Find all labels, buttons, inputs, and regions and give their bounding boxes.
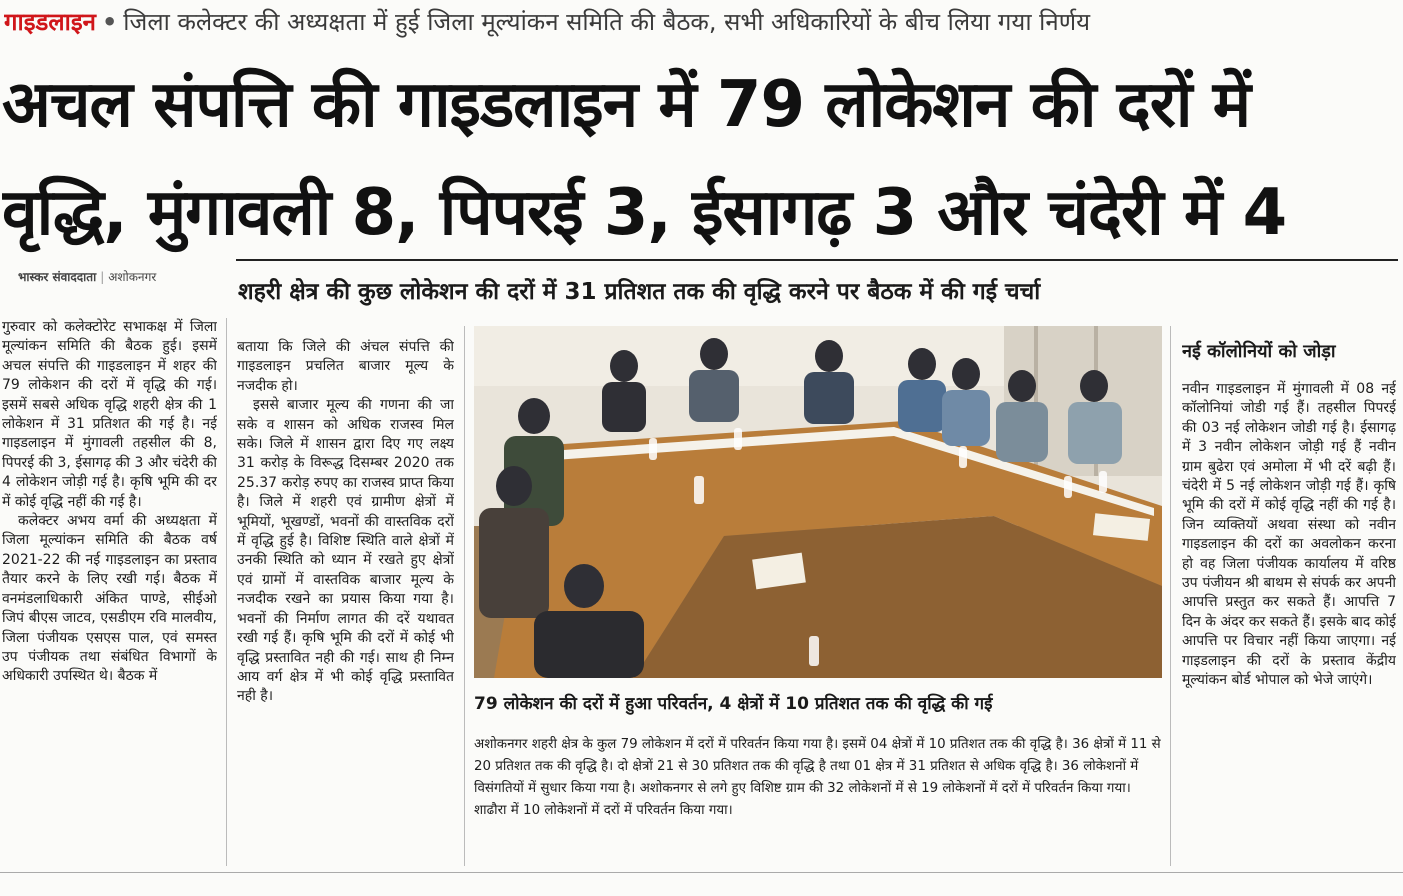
column-1-para-2: कलेक्टर अभय वर्मा की अध्यक्षता में जिला मूल्यांकन समिति की बैठक वर्ष 2021-22 की नई गाइडलाइन का प्रस्ताव तैयार करने के लिए रखी गई। बैठक में वनमंडलाधिकारी अंकित पाण्डे, सीईओ जिपं बीएस जाटव, एसडीएम रवि मालवीय, जिला पंजीयक एसएस पाल, एवं समस्त उप पंजीयक तथा संबंधित विभागों के अधिकारी उपस्थित थे। बैठक में — [2, 513, 217, 685]
column-1-para-1: गुरुवार को कलेक्टोरेट सभाकक्ष में जिला मूल्यांकन समिति की बैठक हुई। इसमें अचल संपत्ति की गाइडलाइन में शहर की 79 लोकेशन की दरों में वृद्धि की गई। इसमें सबसे अधिक वृद्धि शहरी क्षेत्र की 1 लोकेशन में 31 प्रतिशत की गई है। नई गाइडलाइन में मुंगावली तहसील की 8, पिपरई की 3, ईसागढ़ की 3 और चंदेरी की 4 लोकेशन जोड़ी गई है। कृषि भूमि की दर में कोई वृद्धि नहीं की गई है। — [2, 319, 217, 510]
photo-caption: 79 लोकेशन की दरों में हुआ परिवर्तन, 4 क्षेत्रों में 10 प्रतिशत तक की वृद्धि की गई — [474, 694, 993, 714]
column-2-para-2: इससे बाजार मूल्य की गणना की जा सके व शासन को अधिक राजस्व मिल सके। जिले में शासन द्वारा दिए गए लक्ष्य 31 करोड़ के विरूद्ध दिसम्बर 2020 तक 25.37 करोड़ रुपए का राजस्व प्राप्त किया है। जिले में शहरी एवं ग्रामीण क्षेत्रों में भूमियों, भूखण्डों, भवनों की वास्तविक दरों में वृद्धि हुई है। विशिष्ट स्थिति वाले क्षेत्रों में उनकी स्थिति को ध्यान में रखते हुए क्षेत्रों एवं ग्रामों में वास्तविक बाजार मूल्य के नजदीक रखने का प्रयास किया गया है। भवनों की निर्माण लागत की दरें यथावत रखी गई हैं। कृषि भूमि की दरों में कोई भी वृद्धि प्रस्तावित नही की गई। साथ ही निम्न आय वर्ग क्षेत्र में भी कोई वृद्धि प्रस्तावित नही है। — [237, 397, 454, 705]
headline-line-2: वृद्धि, मुंगावली 8, पिपरई 3, ईसागढ़ 3 और चंदेरी में 4 — [2, 176, 1287, 250]
subheadline: शहरी क्षेत्र की कुछ लोकेशन की दरों में 31 प्रतिशत तक की वृद्धि करने पर बैठक में की गई चर्चा — [238, 279, 1041, 305]
bullet-icon: • — [101, 8, 118, 36]
byline-reporter: भास्कर संवाददाता — [18, 270, 97, 284]
byline — [18, 263, 228, 291]
headline-line-1: अचल संपत्ति की गाइडलाइन में 79 लोकेशन की दरों में — [2, 68, 1251, 142]
column-1 — [2, 318, 217, 866]
sidebar-text — [1182, 380, 1396, 866]
sidebar-para: नवीन गाइडलाइन में मुंगावली में 08 नई कॉलोनियां जोडी गई हैं। तहसील पिपरई की 03 नई लोकेशन जोडी गई है। ईसागढ़ में 3 नवीन लोकेशन जोड़ी गई हैं नवीन ग्राम बुढेरा एवं अमोला में भी दरें बढ़ी हैं। चंदेरी में 5 नई लोकेशन जोड़ी गई हैं। कृषि भूमि की दरों में कोई वृद्धि नहीं की गई है। जिन व्यक्तियों अथवा संस्था को नवीन गाइडलाइन की दरों का अवलोकन करना हो वह जिला पंजीयक कार्यालय में वरिष्ठ उप पंजीयन श्री बाथम से संपर्क कर अपनी आपत्ति प्रस्तुत कर सकते हैं। आपत्ति 7 दिन के अंदर कर सकते हैं। इसके बाद कोई आपत्ति पर विचार नहीं किया जाएगा। नई गाइडलाइन की दरों के प्रस्ताव केंद्रीय मूल्यांकन बोर्ड भोपाल को भेजे जाएंगे। — [1182, 381, 1396, 689]
column-divider — [1170, 326, 1171, 866]
kicker-line — [4, 0, 1400, 44]
photo-story-text: अशोकनगर शहरी क्षेत्र के कुल 79 लोकेशन में दरों में परिवर्तन किया गया है। इसमें 04 क्षेत्रों में 10 प्रतिशत तक की वृद्धि है। 36 क्षेत्रों में 11 से 20 प्रतिशत तक की वृद्धि है। दो क्षेत्रों 21 से 30 प्रतिशत तक की वृद्धि है तथा 01 क्षेत्र में 31 प्रतिशत से अधिक वृद्धि है। 36 लोकेशनों में विसंगतियों में सुधार किया गया है। अशोकनगर से लगे हुए विशिष्ट ग्राम की 32 लोकेशनों में से 19 लोकेशनों में दरों में परिवर्तन किया गया। शाढौरा में 10 लोकेशनों में दरों में परिवर्तन किया गया। — [474, 737, 1161, 818]
meeting-photo-illustration — [474, 326, 1162, 678]
column-2 — [237, 338, 454, 866]
column-divider — [226, 318, 227, 866]
bottom-divider — [0, 872, 1403, 873]
top-divider — [236, 259, 1398, 261]
kicker-tag: गाइडलाइन — [4, 8, 96, 36]
byline-place: अशोकनगर — [108, 270, 157, 284]
column-divider — [464, 326, 465, 866]
column-2-para-1: बताया कि जिले की अंचल संपत्ति की गाइडलाइन प्रचलित बाजार मूल्य के नजदीक हो। — [237, 339, 454, 394]
byline-separator: | — [100, 270, 105, 284]
meeting-photo — [474, 326, 1162, 678]
kicker-text: जिला कलेक्टर की अध्यक्षता में हुई जिला मूल्यांकन समिति की बैठक, सभी अधिकारियों के बीच लिया गया निर्णय — [123, 8, 1090, 36]
sidebar-heading: नई कॉलोनियों को जोड़ा — [1182, 341, 1336, 362]
